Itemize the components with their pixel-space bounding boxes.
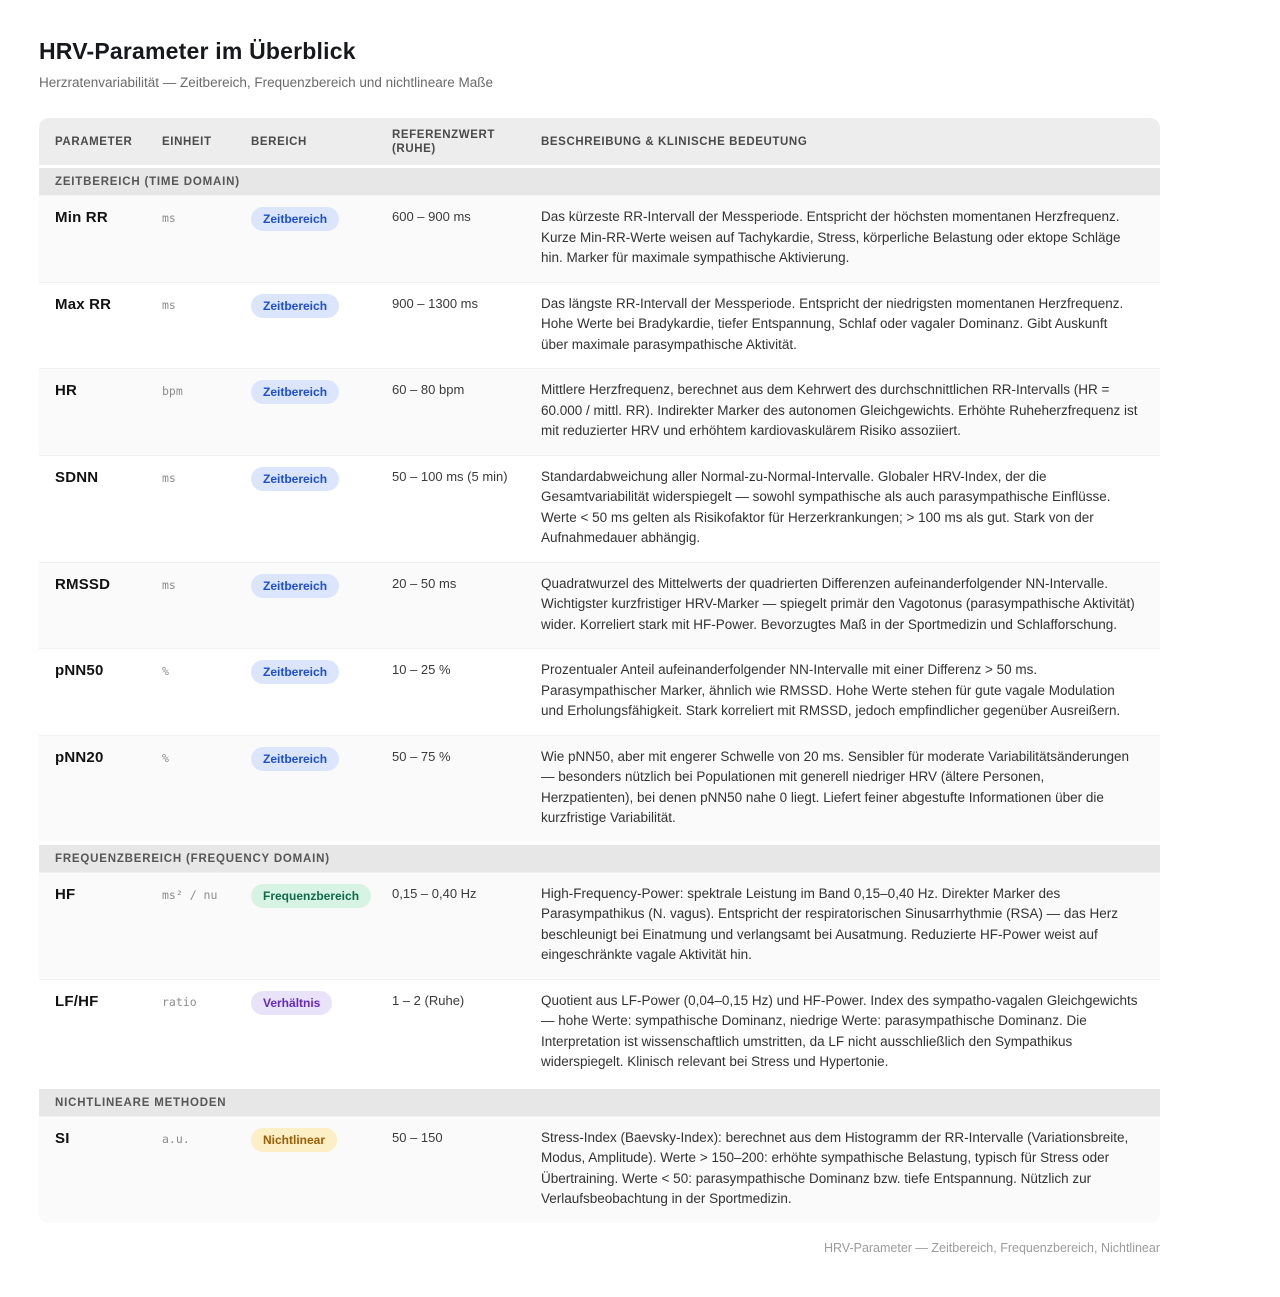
parameter-unit: a.u. [162,1131,190,1146]
domain-badge-cell [251,660,392,722]
section-header [39,165,1160,195]
parameter-name: HF [55,885,76,903]
reference-value: 0,15 – 0,40 Hz [392,885,477,901]
parameter-name: SDNN [55,468,99,486]
parameter-unit: ms² / nu [162,887,218,902]
section-header-label: ZEITBEREICH (TIME DOMAIN) [55,176,240,188]
domain-badge: Verhältnis [251,991,332,1015]
table-row [39,368,1160,455]
domain-badge: Zeitbereich [251,574,339,598]
page-footer: HRV-Parameter — Zeitbereich, Frequenzbereich, Nichtlinear [823,1240,1160,1255]
header-block [39,38,1160,90]
reference-value: 10 – 25 % [392,662,451,677]
parameter-description: Das längste RR-Intervall der Messperiode. Entspricht der niedrigsten momentanen Herzfrequenz. Hohe Werte bei Bradykardie, tiefer Entspannung, Schlaf oder vagaler Dominanz. Gibt Auskunft über maximale parasympathische Aktivität. [541,295,1124,352]
domain-badge-cell [251,1128,392,1210]
parameter-description: Quadratwurzel des Mittelwerts der quadrierten Differenzen aufeinanderfolgender NN-Intervalle. Wichtigster kurzfristiger HRV-Marker — spiegelt primär den Vagotonus (parasympathische Aktivität) wider. Korreliert stark mit HF-Power. Bevorzugtes Maß in der Sportmedizin und Schlafforschung. [541,575,1135,632]
reference-value: 60 – 80 bpm [392,382,465,397]
parameter-unit: ms [162,297,176,312]
domain-badge: Zeitbereich [251,747,339,771]
parameter-name: Min RR [55,209,108,226]
domain-badge-cell [251,380,392,442]
reference-value: 50 – 75 % [392,748,451,764]
domain-badge: Frequenzbereich [251,884,371,908]
reference-value: 50 – 100 ms (5 min) [392,468,508,484]
parameter-unit: ms [162,470,176,485]
table-row [39,282,1160,369]
table-row [39,979,1160,1086]
domain-badge-cell [251,207,392,269]
domain-badge: Zeitbereich [251,467,339,491]
reference-value: 1 – 2 (Ruhe) [392,992,465,1008]
parameter-name: HR [55,382,78,399]
parameter-description: Das kürzeste RR-Intervall der Messperiode. Entspricht der höchsten momentanen Herzfrequenz. Kurze Min-RR-Werte weisen auf Tachykardie, Stress, körperliche Belastung oder ektope Schläge hin. Marker für maximale sympathische Aktivierung. [541,209,1121,265]
table-row [39,562,1160,649]
page-title: HRV-Parameter im Überblick [39,38,356,64]
domain-badge-cell [251,574,392,636]
table-row [39,195,1160,282]
parameter-unit: ms [162,211,176,225]
table-row [39,1116,1160,1223]
parameter-description: Quotient aus LF-Power (0,04–0,15 Hz) und HF-Power. Index des sympatho-vagalen Gleichgewichts — hohe Werte: sympathische Dominanz, niedrige Werte: parasympathische Dominanz. Die Interpretation ist wissenschaftlich umstritten, da LF nicht ausschließlich den Sympathikus widerspiegelt. Klinisch relevant bei Stress und Hypertonie. [541,992,1138,1069]
domain-badge: Nichtlinear [251,1128,337,1152]
parameter-unit: % [162,750,169,765]
domain-badge: Zeitbereich [251,660,339,684]
parameter-name: RMSSD [55,575,111,593]
table-row [39,455,1160,562]
column-header-referenzwert: REFERENZWERT (RUHE) [392,128,496,155]
reference-value: 900 – 1300 ms [392,295,479,311]
column-header-parameter: PARAMETER [55,135,133,148]
reference-value: 600 – 900 ms [392,209,471,224]
table-row [39,648,1160,735]
column-header-einheit: EINHEIT [162,135,212,148]
parameter-description: Wie pNN50, aber mit engerer Schwelle von 20 ms. Sensibler für moderate Variabilitätsänderungen — besonders nützlich bei Populationen mit generell niedriger HRV (ältere Personen, Herzpatienten), bei denen pNN50 nahe 0 liegt. Liefert feiner abgestufte Informationen über die kurzfristige Variabilität. [541,748,1130,825]
parameter-description: Stress-Index (Baevsky-Index): berechnet aus dem Histogramm der RR-Intervalle (Variationsbreite, Modus, Amplitude). Werte > 150–200: erhöhte sympathische Belastung, typisch für Stress oder Übertraining. Werte < 50: parasympathische Dominanz bzw. tiefe Entspannung. Nützlich zur Verlaufsbeobachtung in der Sportmedizin. [541,1129,1129,1206]
table-header-row [39,118,1160,165]
column-header-beschreibung: BESCHREIBUNG & KLINISCHE BEDEUTUNG [541,135,808,148]
table-row [39,872,1160,979]
domain-badge: Zeitbereich [251,207,339,231]
parameter-name: Max RR [55,295,112,313]
page-subtitle: Herzratenvariabilität — Zeitbereich, Frequenzbereich und nichtlineare Maße [39,75,493,90]
parameter-name: SI [55,1129,70,1147]
parameter-unit: ms [162,577,176,592]
parameter-name: LF/HF [55,992,99,1010]
domain-badge-cell [251,884,392,966]
hrv-parameter-table [39,118,1160,1223]
domain-badge: Zeitbereich [251,380,339,404]
parameter-unit: ratio [162,994,197,1009]
domain-badge-cell [251,467,392,549]
parameter-unit: % [162,664,169,678]
reference-value: 20 – 50 ms [392,575,457,591]
parameter-description: Mittlere Herzfrequenz, berechnet aus dem Kehrwert des durchschnittlichen RR-Intervalls (HR = 60.000 / mittl. RR). Indirekter Marker des autonomen Gleichgewichts. Erhöhte Ruheherzfrequenz ist mit reduzierter HRV und erhöhtem kardiovaskulärem Risiko assoziiert. [541,382,1138,438]
section-header [39,1086,1160,1116]
column-header-bereich: BEREICH [251,135,307,148]
section-header-label: NICHTLINEARE METHODEN [55,1096,227,1109]
reference-value: 50 – 150 [392,1129,443,1145]
domain-badge-cell [251,747,392,829]
table-row [39,735,1160,842]
domain-badge-cell [251,294,392,356]
section-header [39,842,1160,872]
parameter-description: Standardabweichung aller Normal-zu-Normal-Intervalle. Globaler HRV-Index, der die Gesamtvariabilität widerspiegelt — sowohl sympathische als auch parasympathische Einflüsse. Werte < 50 ms gelten als Risikofaktor für Herzerkrankungen; > 100 ms als gut. Stark von der Aufnahmedauer abhängig. [541,468,1111,545]
domain-badge: Zeitbereich [251,294,339,318]
section-header-label: FREQUENZBEREICH (FREQUENCY DOMAIN) [55,852,330,865]
parameter-description: Prozentualer Anteil aufeinanderfolgender NN-Intervalle mit einer Differenz > 50 ms. Parasympathischer Marker, ähnlich wie RMSSD. Hohe Werte stehen für gute vagale Modulation und Erholungsfähigkeit. Stark korreliert mit RMSSD, jedoch empfindlicher gegenüber Ausreißern. [541,662,1121,718]
parameter-unit: bpm [162,384,183,398]
domain-badge-cell [251,991,392,1073]
table-body [39,165,1160,1223]
parameter-name: pNN50 [55,662,104,679]
parameter-description: High-Frequency-Power: spektrale Leistung im Band 0,15–0,40 Hz. Direkter Marker des Parasympathikus (N. vagus). Entspricht der respiratorischen Sinusarrhythmie (RSA) — das Herz beschleunigt bei Einatmung und verlangsamt bei Ausatmung. Reduzierte HF-Power weist auf eingeschränkte vagale Aktivität hin. [541,885,1118,962]
parameter-name: pNN20 [55,748,104,766]
